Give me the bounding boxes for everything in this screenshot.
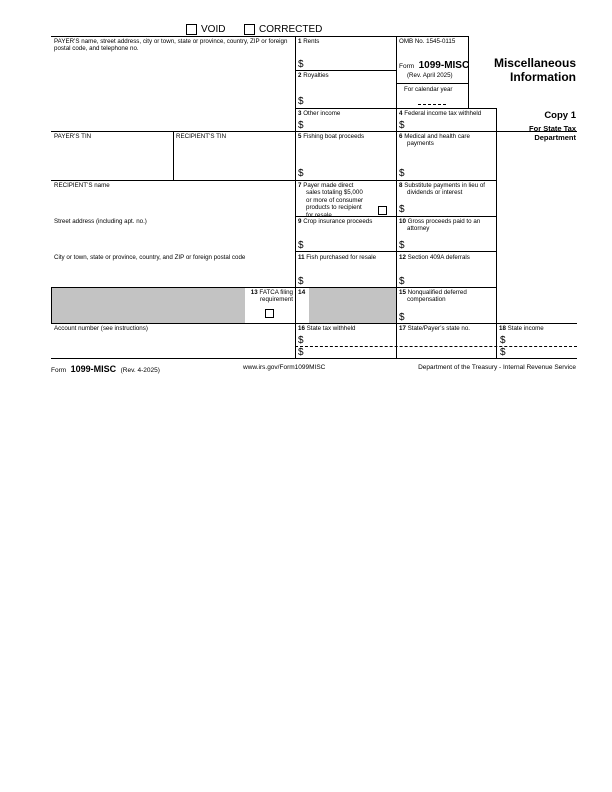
void-label: VOID (201, 24, 226, 35)
account-number-label: Account number (see instructions) (54, 325, 148, 332)
copy-line2: Department (534, 133, 576, 142)
form-title-line1: Miscellaneous (493, 56, 576, 70)
footer-form-name: Form 1099-MISC (Rev. 4-2025) (51, 364, 160, 374)
city-state-zip-field[interactable] (52, 264, 294, 286)
box-10-label: 10 Gross proceeds paid to an attorney (399, 218, 481, 233)
city-state-zip-label: City or town, state or province, country, and ZIP or foreign postal code (54, 254, 246, 261)
recipient-tin-field[interactable] (174, 145, 294, 179)
corrected-checkbox[interactable] (244, 24, 255, 35)
box-18-field-2[interactable] (508, 347, 576, 357)
box-1-field[interactable] (306, 58, 395, 70)
account-number-field[interactable] (52, 335, 294, 357)
box-16-dollar-2: $ (298, 347, 304, 358)
box-12-label: 12 Section 409A deferrals (399, 254, 470, 261)
box-3-dollar: $ (298, 120, 304, 131)
box-16-label: 16 State tax withheld (298, 325, 356, 332)
box-15-label: 15 Nonqualified deferred compensation (399, 289, 467, 304)
box-16-dollar-1: $ (298, 335, 304, 346)
box-14-field[interactable] (309, 288, 395, 322)
box-4-label: 4 Federal income tax withheld (399, 110, 482, 117)
box-12-field[interactable] (407, 275, 495, 286)
box-2-label: 2 Royalties (298, 72, 329, 79)
box-5-label: 5 Fishing boat proceeds (298, 133, 365, 140)
revision-date: (Rev. April 2025) (407, 72, 453, 79)
box-18-field-1[interactable] (508, 334, 576, 345)
form-title-line2: Information (510, 70, 576, 84)
street-address-field[interactable] (52, 228, 294, 250)
box-10-field[interactable] (407, 239, 495, 250)
box-1-label: 1 Rents (298, 38, 320, 45)
box-16-field-1[interactable] (306, 334, 395, 345)
box-18-label: 18 State income (499, 325, 544, 332)
box-8-label: 8 Substitute payments in lieu of dividends or interest (399, 182, 486, 197)
box-8-dollar: $ (399, 204, 405, 215)
box-4-field[interactable] (407, 119, 495, 130)
footer-url: www.irs.gov/Form1099MISC (243, 364, 326, 371)
box-3-label: 3 Other income (298, 110, 341, 117)
recipient-name-field[interactable] (52, 192, 294, 214)
box-17-field-1[interactable] (398, 334, 495, 345)
recipient-tin-label: RECIPIENT’S TIN (176, 133, 227, 140)
box-6-field[interactable] (407, 167, 495, 179)
copy-line1: For State Tax (529, 124, 576, 133)
box-2-dollar: $ (298, 96, 304, 107)
box-13-label: 13 FATCA filing requirement (250, 289, 293, 304)
omb-number: OMB No. 1545-0115 (399, 38, 456, 45)
box-11-dollar: $ (298, 276, 304, 287)
box-1-dollar: $ (298, 59, 304, 70)
footer-department: Department of the Treasury - Internal Revenue Service (418, 364, 576, 371)
box-18-dollar-1: $ (500, 335, 506, 346)
shaded-area-left (52, 288, 245, 323)
box-3-field[interactable] (306, 119, 395, 130)
box-15-field[interactable] (407, 311, 495, 322)
box-10-dollar: $ (399, 240, 405, 251)
box-14-number: 14 (298, 289, 306, 296)
box-5-field[interactable] (306, 167, 395, 179)
box-4-dollar: $ (399, 120, 405, 131)
recipient-name-label: RECIPIENT’S name (54, 182, 110, 189)
street-address-label: Street address (including apt. no.) (54, 218, 147, 225)
payer-tin-label: PAYER’S TIN (54, 133, 92, 140)
calendar-year-label: For calendar year (404, 86, 453, 93)
payer-tin-field[interactable] (52, 145, 172, 179)
copy-title: Copy 1 (544, 110, 576, 121)
box-11-field[interactable] (306, 275, 395, 286)
box-2-field[interactable] (306, 95, 395, 107)
box-8-field[interactable] (407, 203, 495, 215)
box-15-dollar: $ (399, 312, 405, 323)
box-9-field[interactable] (306, 239, 395, 250)
box-16-field-2[interactable] (306, 347, 395, 357)
void-checkbox[interactable] (186, 24, 197, 35)
form-number-top: Form 1099-MISC (399, 60, 470, 71)
box-18-dollar-2: $ (500, 347, 506, 358)
box-11-label: 11 Fish purchased for resale (298, 254, 377, 261)
corrected-label: CORRECTED (259, 24, 323, 35)
box-17-label: 17 State/Payer’s state no. (399, 325, 470, 332)
box-6-dollar: $ (399, 168, 405, 179)
box-9-dollar: $ (298, 240, 304, 251)
box-5-dollar: $ (298, 168, 304, 179)
box-9-label: 9 Crop insurance proceeds (298, 218, 373, 225)
box-6-label: 6 Medical and health care payments (399, 133, 470, 148)
fatca-checkbox[interactable] (265, 309, 274, 318)
box-7-label: 7 Payer made direct sales totaling $5,000 or more of consumer products to recipient for resale (298, 182, 364, 219)
box-17-field-2[interactable] (398, 347, 495, 357)
payer-name-field[interactable] (52, 54, 295, 130)
box-12-dollar: $ (399, 276, 405, 287)
payer-name-label: PAYER’S name, street address, city or town, state or province, country, ZIP or foreign postal code, and telephone no. (54, 38, 288, 53)
box-7-checkbox[interactable] (378, 206, 387, 215)
